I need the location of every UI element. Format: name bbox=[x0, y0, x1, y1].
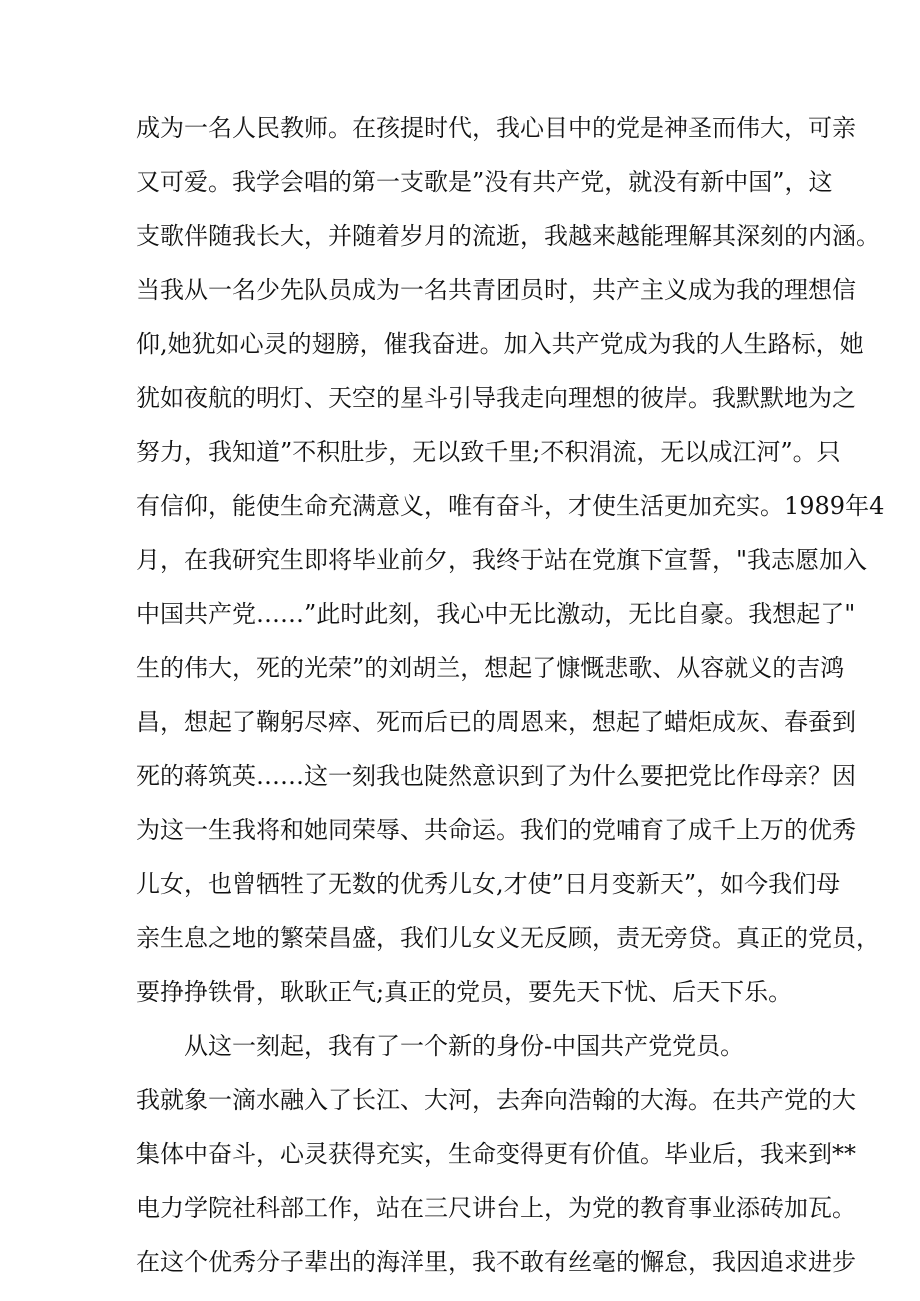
text-line: 儿女，也曾牺牲了无数的优秀儿女,才使”日月变新天”，如今我们母 bbox=[136, 870, 841, 898]
text-line: 仰,她犹如心灵的翅膀，催我奋进。加入共产党成为我的人生路标，她 bbox=[136, 330, 864, 358]
text-line: 在这个优秀分子辈出的海洋里，我不敢有丝毫的懈怠，我因追求进步 bbox=[136, 1248, 856, 1276]
text-line: 集体中奋斗，心灵获得充实，生命变得更有价值。毕业后，我来到** bbox=[136, 1140, 856, 1168]
text-line: 死的蒋筑英……这一刻我也陡然意识到了为什么要把党比作母亲？因 bbox=[136, 762, 856, 790]
text-line: 月，在我研究生即将毕业前夕，我终于站在党旗下宣誓，"我志愿加入 bbox=[136, 546, 868, 574]
text-line: 我就象一滴水融入了长江、大河，去奔向浩翰的大海。在共产党的大 bbox=[136, 1086, 856, 1114]
text-line: 电力学院社科部工作，站在三尺讲台上，为党的教育事业添砖加瓦。 bbox=[136, 1194, 856, 1222]
text-line: 犹如夜航的明灯、天空的星斗引导我走向理想的彼岸。我默默地为之 bbox=[136, 384, 856, 412]
text-line: 亲生息之地的繁荣昌盛，我们儿女义无反顾，责无旁贷。真正的党员， bbox=[136, 924, 880, 952]
text-line: 成为一名人民教师。在孩提时代，我心目中的党是神圣而伟大，可亲 bbox=[136, 114, 856, 142]
text-line: 支歌伴随我长大，并随着岁月的流逝，我越来越能理解其深刻的内涵。 bbox=[136, 222, 880, 250]
text-line: 有信仰，能使生命充满意义，唯有奋斗，才使生活更加充实。1989年4 bbox=[136, 492, 885, 520]
text-line: 昌，想起了鞠躬尽瘁、死而后已的周恩来，想起了蜡炬成灰、春蚕到 bbox=[136, 708, 856, 736]
text-line: 当我从一名少先队员成为一名共青团员时，共产主义成为我的理想信 bbox=[136, 276, 856, 304]
text-line: 努力，我知道”不积肚步，无以致千里;不积涓流，无以成江河”。只 bbox=[136, 438, 841, 466]
text-line: 又可爱。我学会唱的第一支歌是”没有共产党，就没有新中国”，这 bbox=[136, 168, 833, 196]
text-line: 要挣挣铁骨，耿耿正气;真正的党员，要先天下忧、后天下乐。 bbox=[136, 978, 793, 1006]
paragraph-first-line: 从这一刻起，我有了一个新的身份-中国共产党党员。 bbox=[184, 1032, 745, 1060]
text-line: 为这一生我将和她同荣辱、共命运。我们的党哺育了成千上万的优秀 bbox=[136, 816, 856, 844]
text-line: 生的伟大，死的光荣”的刘胡兰，想起了慷慨悲歌、从容就义的吉鸿 bbox=[136, 654, 845, 682]
text-line: 中国共产党……”此时此刻，我心中无比激动，无比自豪。我想起了" bbox=[136, 600, 856, 628]
